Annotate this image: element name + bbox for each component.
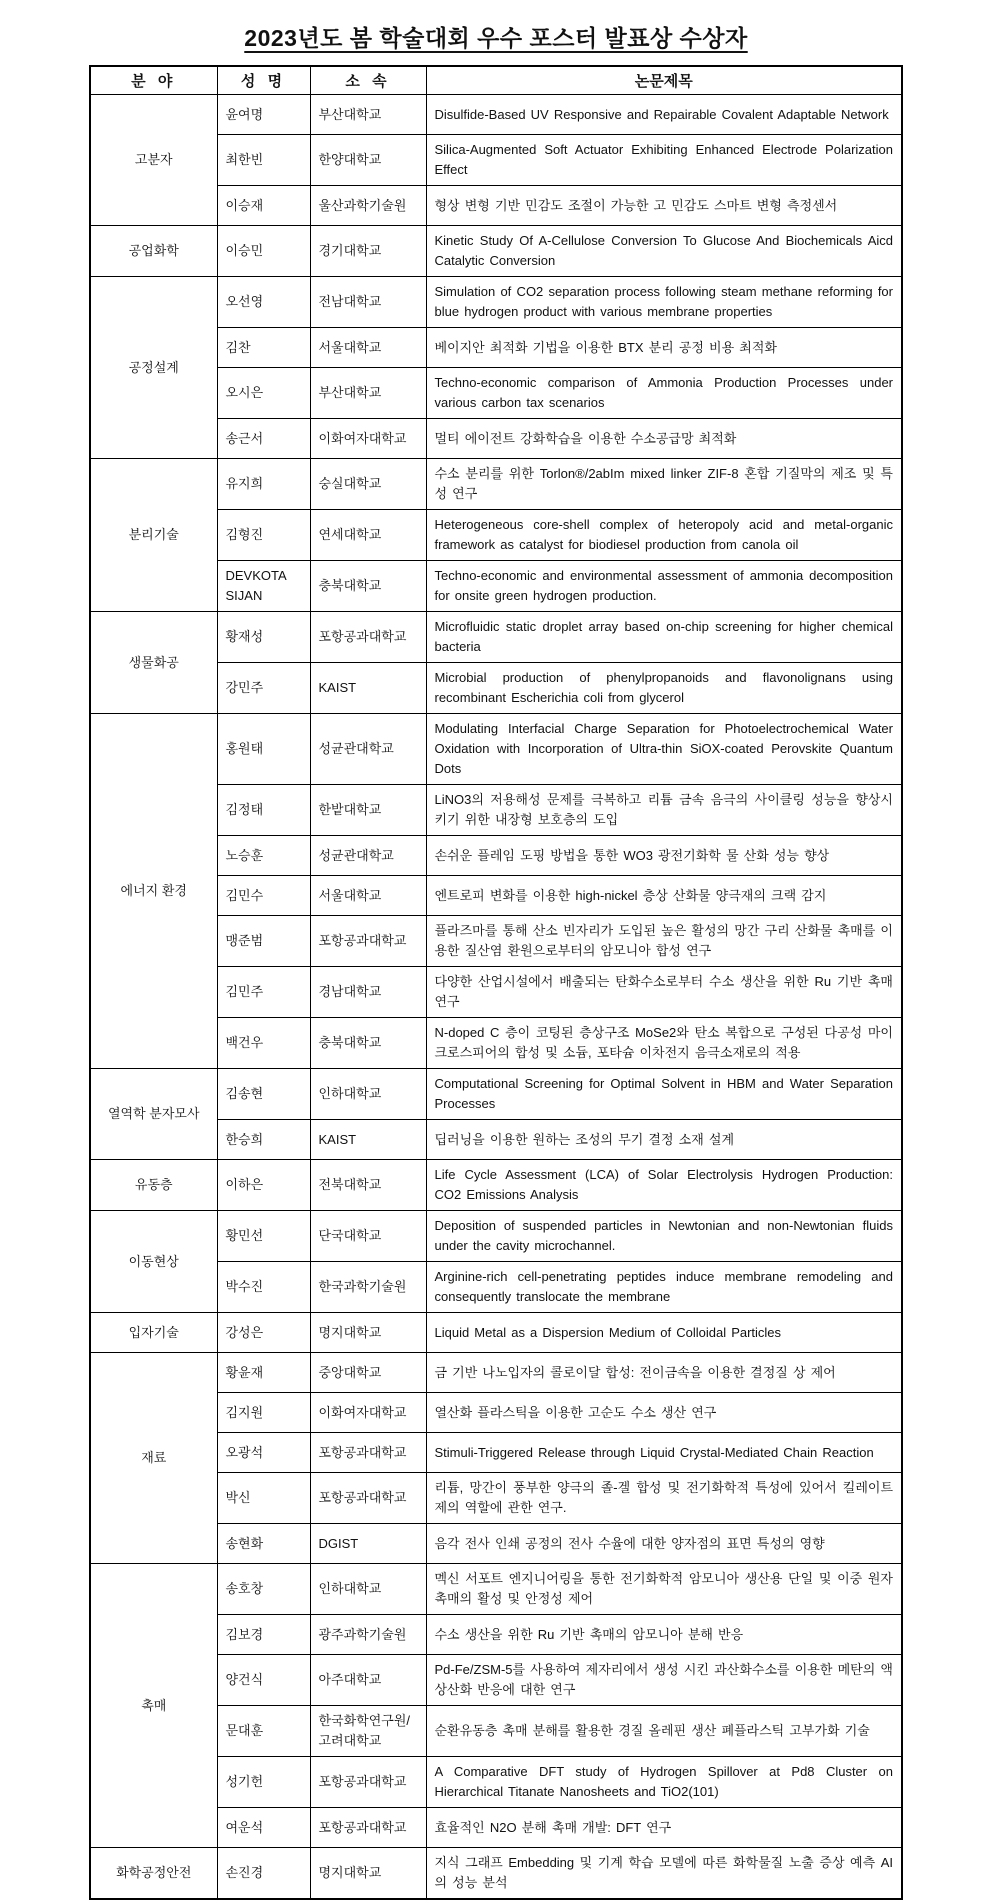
column-header-affiliation: 소 속	[310, 66, 426, 95]
paper-title-cell: 형상 변형 기반 민감도 조절이 가능한 고 민감도 스마트 변형 측정센서	[426, 186, 902, 226]
field-cell: 이동현상	[90, 1211, 217, 1313]
awards-table	[89, 65, 903, 1900]
affiliation-cell: 전북대학교	[310, 1160, 426, 1211]
field-cell: 공정설계	[90, 277, 217, 459]
winner-name-cell: 황윤재	[217, 1353, 310, 1393]
paper-title-cell: Computational Screening for Optimal Solvent in HBM and Water Separation Processes	[426, 1069, 902, 1120]
table-row	[90, 714, 902, 785]
awards-tbody	[90, 95, 902, 1900]
affiliation-cell: 전남대학교	[310, 277, 426, 328]
affiliation-cell: 아주대학교	[310, 1655, 426, 1706]
affiliation-cell: 숭실대학교	[310, 459, 426, 510]
field-cell: 촉매	[90, 1564, 217, 1848]
winner-name-cell: 오시은	[217, 368, 310, 419]
affiliation-cell: 포항공과대학교	[310, 1473, 426, 1524]
paper-title-cell: 손쉬운 플레임 도핑 방법을 통한 WO3 광전기화학 물 산화 성능 향상	[426, 836, 902, 876]
affiliation-cell: 포항공과대학교	[310, 1757, 426, 1808]
table-row	[90, 95, 902, 135]
affiliation-cell: 포항공과대학교	[310, 612, 426, 663]
winner-name-cell: 홍원태	[217, 714, 310, 785]
paper-title-cell: N-doped C 층이 코팅된 층상구조 MoSe2와 탄소 복합으로 구성된 다공성 마이크로스피어의 합성 및 소듐, 포타슘 이차전지 음극소재로의 적용	[426, 1018, 902, 1069]
paper-title-cell: A Comparative DFT study of Hydrogen Spillover at Pd8 Cluster on Hierarchical Titanate Nanosheets and TiO2(101)	[426, 1757, 902, 1808]
field-cell: 화학공정안전	[90, 1848, 217, 1900]
table-row	[90, 1313, 902, 1353]
paper-title-cell: LiNO3의 저용해성 문제를 극복하고 리튬 금속 음극의 사이클링 성능을 향상시키기 위한 내장형 보호층의 도입	[426, 785, 902, 836]
affiliation-cell: 한국과학기술원	[310, 1262, 426, 1313]
paper-title-cell: 효율적인 N2O 분해 촉매 개발: DFT 연구	[426, 1808, 902, 1848]
column-header-paper-title: 논문제목	[426, 66, 902, 95]
affiliation-cell: 중앙대학교	[310, 1353, 426, 1393]
field-cell: 유동층	[90, 1160, 217, 1211]
paper-title-cell: Microfluidic static droplet array based on-chip screening for higher chemical bacteria	[426, 612, 902, 663]
affiliation-cell: 성균관대학교	[310, 714, 426, 785]
paper-title-cell: 열산화 플라스틱을 이용한 고순도 수소 생산 연구	[426, 1393, 902, 1433]
paper-title-cell: Techno-economic and environmental assessment of ammonia decomposition for onsite green hydrogen production.	[426, 561, 902, 612]
winner-name-cell: 여운석	[217, 1808, 310, 1848]
paper-title-cell: 수소 생산을 위한 Ru 기반 촉매의 암모니아 분해 반응	[426, 1615, 902, 1655]
paper-title-cell: Kinetic Study Of A-Cellulose Conversion To Glucose And Biochemicals Aicd Catalytic Conversion	[426, 226, 902, 277]
winner-name-cell: 이하은	[217, 1160, 310, 1211]
table-row	[90, 1211, 902, 1262]
winner-name-cell: 김보경	[217, 1615, 310, 1655]
paper-title-cell: Heterogeneous core-shell complex of heteropoly acid and metal-organic framework as catalyst for biodiesel production from canola oil	[426, 510, 902, 561]
affiliation-cell: 경남대학교	[310, 967, 426, 1018]
winner-name-cell: 박수진	[217, 1262, 310, 1313]
paper-title-cell: Deposition of suspended particles in Newtonian and non-Newtonian fluids under the cavity microchannel.	[426, 1211, 902, 1262]
paper-title-cell: 수소 분리를 위한 Torlon®/2abIm mixed linker ZIF-8 혼합 기질막의 제조 및 특성 연구	[426, 459, 902, 510]
paper-title-cell: Pd-Fe/ZSM-5를 사용하여 제자리에서 생성 시킨 과산화수소를 이용한 메탄의 액상산화 반응에 대한 연구	[426, 1655, 902, 1706]
winner-name-cell: 송호창	[217, 1564, 310, 1615]
affiliation-cell: KAIST	[310, 663, 426, 714]
page-title: 2023년도 봄 학술대회 우수 포스터 발표상 수상자	[244, 25, 748, 51]
winner-name-cell: 황민선	[217, 1211, 310, 1262]
field-cell: 고분자	[90, 95, 217, 226]
affiliation-cell: 인하대학교	[310, 1069, 426, 1120]
winner-name-cell: 송근서	[217, 419, 310, 459]
column-header-field: 분 야	[90, 66, 217, 95]
paper-title-cell: Disulfide-Based UV Responsive and Repairable Covalent Adaptable Network	[426, 95, 902, 135]
paper-title-cell: Techno-economic comparison of Ammonia Production Processes under various carbon tax scenarios	[426, 368, 902, 419]
paper-title-cell: Simulation of CO2 separation process following steam methane reforming for blue hydrogen product with various membrane properties	[426, 277, 902, 328]
paper-title-cell: 음각 전사 인쇄 공정의 전사 수율에 대한 양자점의 표면 특성의 영향	[426, 1524, 902, 1564]
winner-name-cell: 백건우	[217, 1018, 310, 1069]
winner-name-cell: 김정태	[217, 785, 310, 836]
paper-title-cell: 금 기반 나노입자의 콜로이달 합성: 전이금속을 이용한 결정질 상 제어	[426, 1353, 902, 1393]
table-row	[90, 612, 902, 663]
winner-name-cell: 손진경	[217, 1848, 310, 1900]
winner-name-cell: 성기헌	[217, 1757, 310, 1808]
paper-title-cell: Life Cycle Assessment (LCA) of Solar Electrolysis Hydrogen Production: CO2 Emissions Analysis	[426, 1160, 902, 1211]
affiliation-cell: 인하대학교	[310, 1564, 426, 1615]
winner-name-cell: 강민주	[217, 663, 310, 714]
affiliation-cell: 서울대학교	[310, 328, 426, 368]
table-row	[90, 1848, 902, 1900]
table-row	[90, 1069, 902, 1120]
field-cell: 열역학 분자모사	[90, 1069, 217, 1160]
paper-title-cell: Silica-Augmented Soft Actuator Exhibiting Enhanced Electrode Polarization Effect	[426, 135, 902, 186]
paper-title-cell: 리튬, 망간이 풍부한 양극의 졸-겔 합성 및 전기화학적 특성에 있어서 킬레이트제의 역할에 관한 연구.	[426, 1473, 902, 1524]
paper-title-cell: 다양한 산업시설에서 배출되는 탄화수소로부터 수소 생산을 위한 Ru 기반 촉매 연구	[426, 967, 902, 1018]
affiliation-cell: DGIST	[310, 1524, 426, 1564]
paper-title-cell: 딥러닝을 이용한 원하는 조성의 무기 결정 소재 설계	[426, 1120, 902, 1160]
paper-title-cell: 플라즈마를 통해 산소 빈자리가 도입된 높은 활성의 망간 구리 산화물 촉매를 이용한 질산염 환원으로부터의 암모니아 합성 연구	[426, 916, 902, 967]
field-cell: 에너지 환경	[90, 714, 217, 1069]
table-header-row	[90, 66, 902, 95]
paper-title-cell: Arginine-rich cell-penetrating peptides induce membrane remodeling and consequently translocate the membrane	[426, 1262, 902, 1313]
paper-title-cell: 베이지안 최적화 기법을 이용한 BTX 분리 공정 비용 최적화	[426, 328, 902, 368]
winner-name-cell: 황재성	[217, 612, 310, 663]
winner-name-cell: 문대훈	[217, 1706, 310, 1757]
winner-name-cell: 김찬	[217, 328, 310, 368]
field-cell: 공업화학	[90, 226, 217, 277]
affiliation-cell: 한국화학연구원/고려대학교	[310, 1706, 426, 1757]
affiliation-cell: 한밭대학교	[310, 785, 426, 836]
winner-name-cell: 김형진	[217, 510, 310, 561]
winner-name-cell: DEVKOTA SIJAN	[217, 561, 310, 612]
field-cell: 생물화공	[90, 612, 217, 714]
affiliation-cell: 한양대학교	[310, 135, 426, 186]
column-header-name: 성 명	[217, 66, 310, 95]
affiliation-cell: 부산대학교	[310, 95, 426, 135]
paper-title-cell: 순환유동층 촉매 분해를 활용한 경질 올레핀 생산 폐플라스틱 고부가화 기술	[426, 1706, 902, 1757]
paper-title-cell: 지식 그래프 Embedding 및 기계 학습 모델에 따른 화학물질 노출 증상 예측 AI의 성능 분석	[426, 1848, 902, 1900]
paper-title-cell: Microbial production of phenylpropanoids and flavonolignans using recombinant Escherichia coli from glycerol	[426, 663, 902, 714]
field-cell: 입자기술	[90, 1313, 217, 1353]
paper-title-cell: 멀티 에이전트 강화학습을 이용한 수소공급망 최적화	[426, 419, 902, 459]
table-row	[90, 226, 902, 277]
affiliation-cell: 포항공과대학교	[310, 1808, 426, 1848]
paper-title-cell: 멕신 서포트 엔지니어링을 통한 전기화학적 암모니아 생산용 단일 및 이중 원자 촉매의 활성 및 안정성 제어	[426, 1564, 902, 1615]
affiliation-cell: 광주과학기술원	[310, 1615, 426, 1655]
field-cell: 재료	[90, 1353, 217, 1564]
affiliation-cell: 단국대학교	[310, 1211, 426, 1262]
affiliation-cell: 성균관대학교	[310, 836, 426, 876]
winner-name-cell: 유지희	[217, 459, 310, 510]
affiliation-cell: 울산과학기술원	[310, 186, 426, 226]
winner-name-cell: 김지원	[217, 1393, 310, 1433]
affiliation-cell: 이화여자대학교	[310, 1393, 426, 1433]
affiliation-cell: 포항공과대학교	[310, 1433, 426, 1473]
winner-name-cell: 윤여명	[217, 95, 310, 135]
table-row	[90, 1564, 902, 1615]
paper-title-cell: Modulating Interfacial Charge Separation for Photoelectrochemical Water Oxidation with Incorporation of Ultra-thin SiOX-coated Perovskite Quantum Dots	[426, 714, 902, 785]
winner-name-cell: 강성은	[217, 1313, 310, 1353]
winner-name-cell: 김민수	[217, 876, 310, 916]
winner-name-cell: 오선영	[217, 277, 310, 328]
winner-name-cell: 노승훈	[217, 836, 310, 876]
field-cell: 분리기술	[90, 459, 217, 612]
winner-name-cell: 오광석	[217, 1433, 310, 1473]
affiliation-cell: KAIST	[310, 1120, 426, 1160]
winner-name-cell: 맹준범	[217, 916, 310, 967]
paper-title-cell: 엔트로피 변화를 이용한 high-nickel 층상 산화물 양극재의 크랙 감지	[426, 876, 902, 916]
affiliation-cell: 명지대학교	[310, 1313, 426, 1353]
winner-name-cell: 이승재	[217, 186, 310, 226]
winner-name-cell: 김송현	[217, 1069, 310, 1120]
table-row	[90, 1160, 902, 1211]
winner-name-cell: 김민주	[217, 967, 310, 1018]
table-row	[90, 1353, 902, 1393]
affiliation-cell: 충북대학교	[310, 1018, 426, 1069]
affiliation-cell: 충북대학교	[310, 561, 426, 612]
table-row	[90, 459, 902, 510]
affiliation-cell: 명지대학교	[310, 1848, 426, 1900]
affiliation-cell: 서울대학교	[310, 876, 426, 916]
winner-name-cell: 최한빈	[217, 135, 310, 186]
paper-title-cell: Liquid Metal as a Dispersion Medium of Colloidal Particles	[426, 1313, 902, 1353]
winner-name-cell: 이승민	[217, 226, 310, 277]
affiliation-cell: 경기대학교	[310, 226, 426, 277]
affiliation-cell: 부산대학교	[310, 368, 426, 419]
affiliation-cell: 포항공과대학교	[310, 916, 426, 967]
table-row	[90, 277, 902, 328]
winner-name-cell: 송현화	[217, 1524, 310, 1564]
affiliation-cell: 연세대학교	[310, 510, 426, 561]
affiliation-cell: 이화여자대학교	[310, 419, 426, 459]
winner-name-cell: 양건식	[217, 1655, 310, 1706]
winner-name-cell: 박신	[217, 1473, 310, 1524]
paper-title-cell: Stimuli-Triggered Release through Liquid Crystal-Mediated Chain Reaction	[426, 1433, 902, 1473]
winner-name-cell: 한승희	[217, 1120, 310, 1160]
